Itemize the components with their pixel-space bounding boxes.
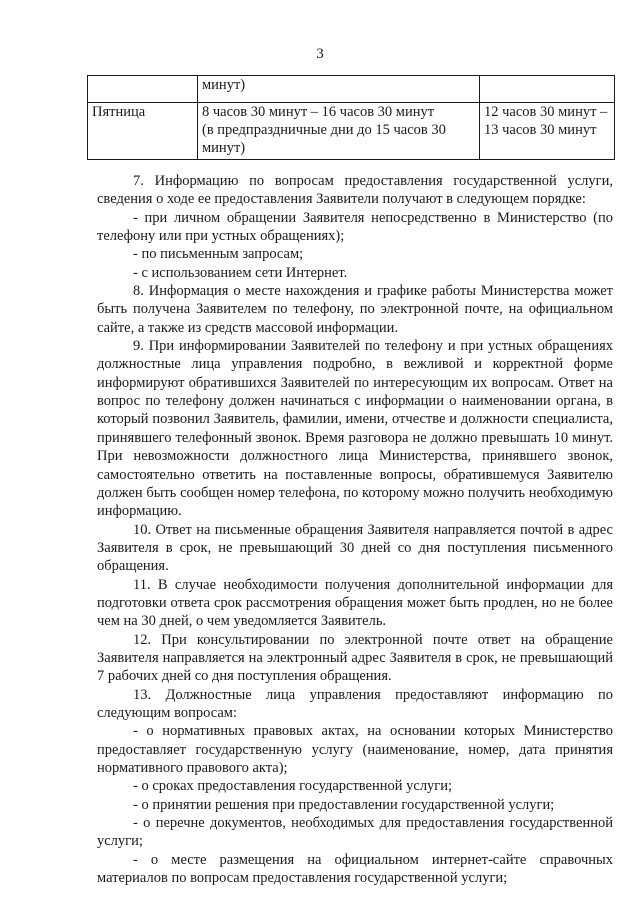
list-item: - о нормативных правовых актах, на основании которых Министерство предоставляет государственную услугу (наименование, номер, дата принятия нормативного правового акта); — [97, 723, 613, 776]
paragraph: 7. Информацию по вопросам предоставления государственной услуги, сведения о ходе ее предоставления Заявители получают в следующем порядке: — [97, 173, 613, 208]
paragraph: 13. Должностные лица управления предоставляют информацию по следующим вопросам: — [97, 686, 613, 721]
table-cell-hours: минут) — [198, 76, 480, 103]
paragraph: 8. Информация о месте нахождения и графике работы Министерства может быть получена Заявителем по телефону, по электронной почте, на официальном сайте, а также из средств массовой информации. — [97, 283, 613, 336]
hours-line: (в предпраздничные дни до 15 часов 30 — [202, 122, 446, 138]
break-line: 13 часов 30 минут — [484, 122, 597, 138]
hours-line: минут) — [202, 140, 246, 156]
list-item: - о сроках предоставления государственной услуги; — [133, 778, 453, 795]
paragraph: 11. В случае необходимости получения дополнительной информации для подготовки ответа срок рассмотрения обращения может быть продлен, но не более чем на 30 дней, о чем уведомляется Заявитель. — [97, 576, 613, 630]
page-number: 3 — [316, 46, 324, 62]
list-item: - по письменным запросам; — [133, 246, 304, 263]
break-line: 12 часов 30 минут – — [484, 104, 608, 120]
list-item: - о месте размещения на официальном интернет-сайте справочных материалов по вопросам предоставления государственной услуги; — [97, 851, 613, 887]
list-item: - с использованием сети Интернет. — [133, 264, 348, 281]
table-row — [88, 76, 615, 103]
paragraph: 12. При консультировании по электронной почте ответ на обращение Заявителя направляется на электронный адрес Заявителя в срок, не превышающий 7 рабочих дней со дня поступления обращения. — [97, 631, 613, 685]
table-cell-day — [88, 76, 198, 103]
table-cell-break — [480, 103, 615, 160]
list-item: - о принятии решения при предоставлении государственной услуги; — [133, 796, 555, 813]
schedule-table — [87, 75, 615, 160]
list-item: - о перечне документов, необходимых для предоставления государственной услуги; — [97, 815, 613, 850]
hours-line: 8 часов 30 минут – 16 часов 30 минут — [202, 104, 435, 120]
paragraph: 9. При информировании Заявителей по телефону и при устных обращениях должностные лица управления подробно, в вежливой и корректной форме информируют обратившихся Заявителей по интересующим их вопросам. Ответ на вопрос по телефону должен начинаться с информации о наименовании органа, в который позвонил Заявитель, фамилии, имени, отчестве и должности специалиста, принявшего телефонный звонок. Время разговора не должно превышать 10 минут. При невозможности должностного лица Министерства, принявшего звонок, самостоятельно ответить на поставленные вопросы, обратившемуся Заявителю должен быть сообщен номер телефона, по которому можно получить необходимую информацию. — [97, 338, 613, 520]
table-row — [88, 103, 615, 160]
table-cell-break — [480, 76, 615, 103]
document-body — [97, 172, 613, 887]
table-cell-day: Пятница — [88, 103, 198, 160]
list-item: - при личном обращении Заявителя непосредственно в Министерство (по телефону или при устных обращениях); — [97, 209, 613, 245]
table-cell-hours — [198, 103, 480, 160]
paragraph: 10. Ответ на письменные обращения Заявителя направляется почтой в адрес Заявителя в срок, не превышающий 30 дней со дня поступления письменного обращения. — [97, 521, 613, 575]
